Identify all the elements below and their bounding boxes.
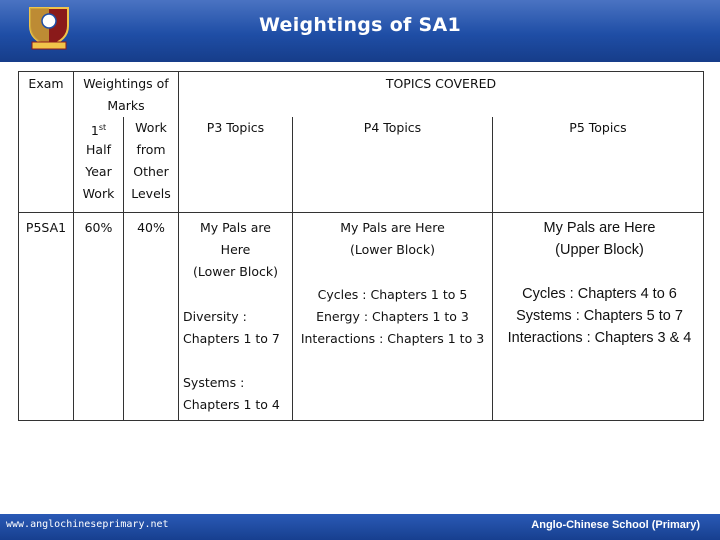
header-other-line4: Levels	[131, 186, 171, 201]
table-header-divider	[18, 212, 704, 213]
p3-topic-systems-line1: Systems :	[183, 375, 245, 390]
row-exam: P5SA1	[25, 220, 67, 235]
p4-book-line2: (Lower Block)	[350, 242, 435, 257]
footer-school-name: Anglo-Chinese School (Primary)	[531, 519, 700, 531]
p4-topic-energy: Energy : Chapters 1 to 3	[316, 309, 469, 324]
row-first-half-pct: 60%	[84, 220, 113, 235]
header-first-half-line3: Year	[85, 164, 112, 179]
p3-book-line2: Here	[220, 242, 251, 257]
p5-book-line1: My Pals are Here	[543, 220, 656, 236]
table-col-divider-p3	[292, 117, 293, 421]
header-first-half-line2: Half	[86, 142, 111, 157]
header-other-line2: from	[136, 142, 166, 157]
header-first-half-line4: Work	[82, 186, 115, 201]
table-border-bottom	[18, 420, 704, 421]
header-weightings-line1: Weightings of	[83, 76, 169, 91]
p4-book-line1: My Pals are Here	[340, 220, 445, 235]
p5-book-line2: (Upper Block)	[555, 242, 644, 258]
p3-topic-diversity-line1: Diversity :	[183, 309, 247, 324]
table-col-divider-p4	[492, 117, 493, 421]
p4-topic-interactions: Interactions : Chapters 1 to 3	[300, 331, 485, 346]
p5-topic-cycles: Cycles : Chapters 4 to 6	[522, 286, 677, 302]
table-border-left	[18, 71, 19, 421]
p5-topic-systems: Systems : Chapters 5 to 7	[516, 308, 683, 324]
p3-topic-diversity-line2: Chapters 1 to 7	[183, 331, 280, 346]
p3-book-line3: (Lower Block)	[193, 264, 278, 279]
p3-topic-systems-line2: Chapters 1 to 4	[183, 397, 280, 412]
header-p5-topics: P5 Topics	[569, 120, 627, 135]
header-other-line1: Work	[135, 120, 167, 135]
p4-topic-cycles: Cycles : Chapters 1 to 5	[317, 287, 468, 302]
header-first-half-ordinal: 1	[90, 123, 99, 139]
p5-topic-interactions: Interactions : Chapters 3 & 4	[507, 330, 692, 346]
p3-book-line1: My Pals are	[200, 220, 271, 235]
header-exam: Exam	[28, 76, 64, 91]
header-topics-covered: TOPICS COVERED	[385, 76, 497, 91]
header-p4-topics: P4 Topics	[363, 120, 422, 135]
footer-website-link[interactable]: www.anglochineseprimary.net	[6, 519, 169, 530]
page-title: Weightings of SA1	[258, 14, 462, 36]
footer-band	[0, 514, 720, 540]
header-weightings-line2: Marks	[107, 98, 145, 113]
header-p3-topics: P3 Topics	[206, 120, 265, 135]
row-other-pct: 40%	[137, 220, 165, 235]
header-other-line3: Other	[133, 164, 169, 179]
table-border-top	[18, 71, 704, 72]
header-first-half-suffix: st	[98, 123, 107, 132]
